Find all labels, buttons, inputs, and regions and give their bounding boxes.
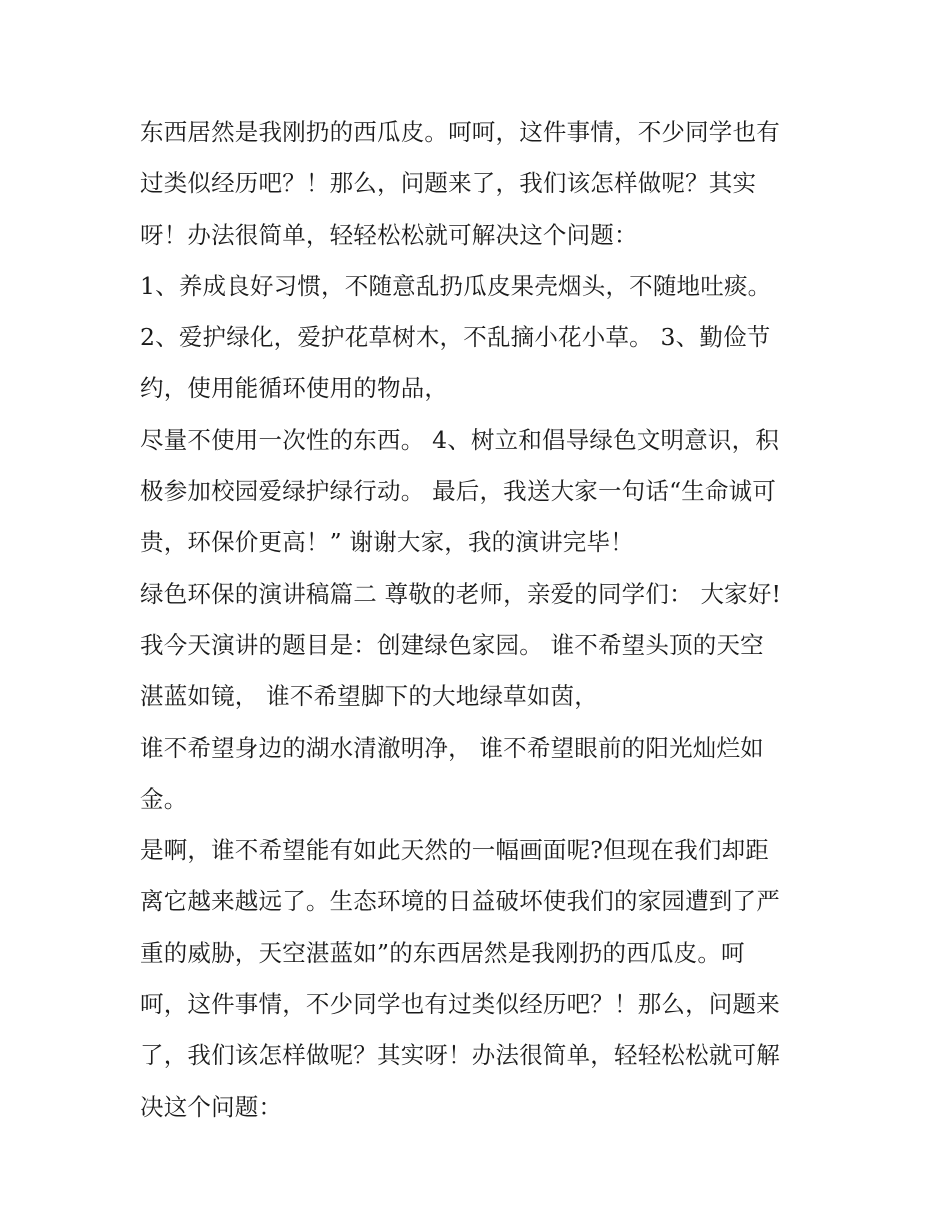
text-line-3: 呀！办法很简单，轻轻松松就可解决这个问题： <box>140 220 638 249</box>
text-line-19: 了，我们该怎样做呢？其实呀！办法很简单，轻轻松松就可解 <box>140 1041 780 1070</box>
text-line-15: 是啊，谁不希望能有如此天然的一幅画面呢?但现在我们却距 <box>140 836 769 865</box>
text-line-2: 过类似经历吧？！那么，问题来了，我们该怎样做呢？其实 <box>140 169 757 198</box>
text-line-11: 我今天演讲的题目是：创建绿色家园。 谁不希望头顶的天空 <box>140 630 764 659</box>
text-line-17: 重的威胁，天空湛蓝如”的东西居然是我刚扔的西瓜皮。呵 <box>140 938 745 967</box>
text-line-6: 约，使用能循环使用的物品， <box>140 374 449 403</box>
text-line-12: 湛蓝如镜， 谁不希望脚下的大地绿草如茵， <box>140 682 598 711</box>
text-line-16: 离它越来越远了。生态环境的日益破坏使我们的家园遭到了严 <box>140 887 780 916</box>
text-line-7: 尽量不使用一次性的东西。 4、树立和倡导绿色文明意识，积 <box>140 425 780 454</box>
body-text <box>140 107 830 1133</box>
text-line-10: 绿色环保的演讲稿篇二 尊敬的老师，亲爱的同学们： 大家好! <box>140 579 782 608</box>
text-line-13: 谁不希望身边的湖水清澈明净， 谁不希望眼前的阳光灿烂如 <box>140 733 764 762</box>
text-line-4: 1、养成良好习惯，不随意乱扔瓜皮果壳烟头，不随地吐痰。 <box>140 271 772 300</box>
text-line-14: 金。 <box>140 784 188 813</box>
text-line-1: 东西居然是我刚扔的西瓜皮。呵呵，这件事情，不少同学也有 <box>140 118 780 146</box>
text-line-20: 决这个问题： <box>140 1092 283 1121</box>
text-line-8: 极参加校园爱绿护绿行动。 最后，我送大家一句话“生命诚可 <box>140 477 777 506</box>
text-line-18: 呵，这件事情，不少同学也有过类似经历吧？！那么，问题来 <box>140 990 780 1019</box>
text-line-5: 2、爱护绿化，爱护花草树木，不乱摘小花小草。 3、勤俭节 <box>140 323 771 352</box>
text-line-9: 贵，环保价更高！” 谢谢大家，我的演讲完毕！ <box>140 528 634 557</box>
